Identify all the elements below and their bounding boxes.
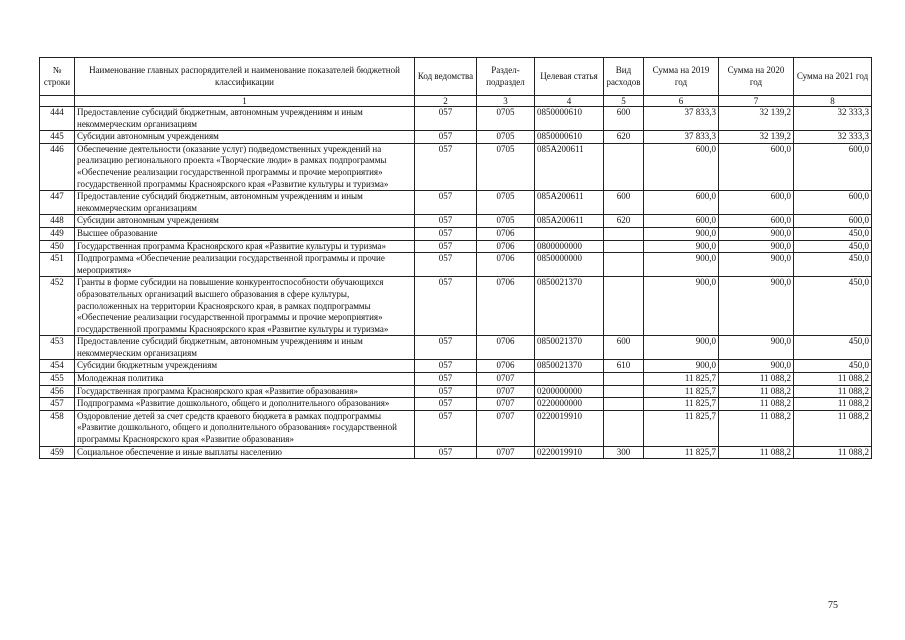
sum-2019-cell: 11 825,7 bbox=[644, 385, 719, 398]
expense-type-cell: 620 bbox=[604, 131, 644, 144]
sum-2019-cell: 11 825,7 bbox=[644, 410, 719, 446]
dept-code-cell: 057 bbox=[415, 385, 477, 398]
sum-2021-cell: 450,0 bbox=[794, 240, 872, 253]
table-row bbox=[40, 373, 872, 386]
table-row bbox=[40, 191, 872, 215]
target-article-cell bbox=[535, 373, 604, 386]
expense-type-cell: 300 bbox=[604, 446, 644, 459]
header-section: Раздел-подраздел bbox=[477, 58, 535, 96]
expense-type-cell: 600 bbox=[604, 107, 644, 131]
sum-2021-cell: 11 088,2 bbox=[794, 398, 872, 411]
page-number: 75 bbox=[828, 600, 838, 611]
row-name-cell: Высшее образование bbox=[75, 227, 415, 240]
column-number-row bbox=[40, 96, 872, 107]
expense-type-cell bbox=[604, 227, 644, 240]
sum-2019-cell: 600,0 bbox=[644, 215, 719, 228]
target-article-cell: 0850000000 bbox=[535, 253, 604, 277]
row-number-cell: 445 bbox=[40, 131, 75, 144]
row-name-cell: Подпрограмма «Развитие дошкольного, общего и дополнительного образования» bbox=[75, 398, 415, 411]
sum-2020-cell: 11 088,2 bbox=[719, 385, 794, 398]
row-number-cell: 452 bbox=[40, 277, 75, 336]
column-number: 7 bbox=[719, 96, 794, 107]
target-article-cell: 0800000000 bbox=[535, 240, 604, 253]
dept-code-cell: 057 bbox=[415, 373, 477, 386]
row-name-cell: Субсидии автономным учреждениям bbox=[75, 131, 415, 144]
sum-2021-cell: 32 333,3 bbox=[794, 131, 872, 144]
row-name-cell: Государственная программа Красноярского края «Развитие образования» bbox=[75, 385, 415, 398]
expense-type-cell bbox=[604, 385, 644, 398]
sum-2019-cell: 900,0 bbox=[644, 277, 719, 336]
expense-type-cell: 600 bbox=[604, 336, 644, 360]
section-cell: 0705 bbox=[477, 107, 535, 131]
table-row bbox=[40, 107, 872, 131]
header-sum-2020: Сумма на 2020 год bbox=[719, 58, 794, 96]
dept-code-cell: 057 bbox=[415, 253, 477, 277]
row-name-cell: Молодежная политика bbox=[75, 373, 415, 386]
sum-2019-cell: 37 833,3 bbox=[644, 107, 719, 131]
sum-2021-cell: 600,0 bbox=[794, 191, 872, 215]
expense-type-cell bbox=[604, 277, 644, 336]
table-row bbox=[40, 336, 872, 360]
sum-2020-cell: 11 088,2 bbox=[719, 373, 794, 386]
dept-code-cell: 057 bbox=[415, 410, 477, 446]
section-cell: 0707 bbox=[477, 385, 535, 398]
expense-type-cell: 620 bbox=[604, 215, 644, 228]
dept-code-cell: 057 bbox=[415, 227, 477, 240]
row-number-cell: 444 bbox=[40, 107, 75, 131]
target-article-cell: 085A200611 bbox=[535, 191, 604, 215]
row-number-cell: 459 bbox=[40, 446, 75, 459]
column-number: 2 bbox=[415, 96, 477, 107]
dept-code-cell: 057 bbox=[415, 336, 477, 360]
table-row bbox=[40, 277, 872, 336]
table-row bbox=[40, 410, 872, 446]
sum-2019-cell: 600,0 bbox=[644, 143, 719, 190]
sum-2021-cell: 11 088,2 bbox=[794, 373, 872, 386]
sum-2019-cell: 900,0 bbox=[644, 253, 719, 277]
sum-2020-cell: 900,0 bbox=[719, 253, 794, 277]
header-sum-2019: Сумма на 2019 год bbox=[644, 58, 719, 96]
row-name-cell: Предоставление субсидий бюджетным, автономным учреждениям и иным некоммерческим организациям bbox=[75, 191, 415, 215]
row-name-cell: Субсидии бюджетным учреждениям bbox=[75, 360, 415, 373]
column-number: 3 bbox=[477, 96, 535, 107]
sum-2020-cell: 600,0 bbox=[719, 215, 794, 228]
section-cell: 0707 bbox=[477, 373, 535, 386]
sum-2020-cell: 900,0 bbox=[719, 336, 794, 360]
sum-2019-cell: 900,0 bbox=[644, 336, 719, 360]
dept-code-cell: 057 bbox=[415, 131, 477, 144]
column-number: 6 bbox=[644, 96, 719, 107]
sum-2021-cell: 32 333,3 bbox=[794, 107, 872, 131]
row-name-cell: Оздоровление детей за счет средств краевого бюджета в рамках подпрограммы «Развитие дошкольного, общего и дополнительного образования» государственной программы Красноярского края «Развитие образования» bbox=[75, 410, 415, 446]
row-name-cell: Предоставление субсидий бюджетным, автономным учреждениям и иным некоммерческим организациям bbox=[75, 336, 415, 360]
sum-2020-cell: 11 088,2 bbox=[719, 398, 794, 411]
sum-2020-cell: 900,0 bbox=[719, 227, 794, 240]
section-cell: 0706 bbox=[477, 240, 535, 253]
target-article-cell: 0850021370 bbox=[535, 277, 604, 336]
row-name-cell: Субсидии автономным учреждениям bbox=[75, 215, 415, 228]
section-cell: 0706 bbox=[477, 253, 535, 277]
expense-type-cell bbox=[604, 240, 644, 253]
section-cell: 0706 bbox=[477, 336, 535, 360]
target-article-cell: 0220019910 bbox=[535, 446, 604, 459]
table-header-row bbox=[40, 58, 872, 96]
sum-2020-cell: 32 139,2 bbox=[719, 107, 794, 131]
sum-2021-cell: 11 088,2 bbox=[794, 446, 872, 459]
row-name-cell: Подпрограмма «Обеспечение реализации государственной программы и прочие мероприятия» bbox=[75, 253, 415, 277]
row-number-cell: 448 bbox=[40, 215, 75, 228]
target-article-cell: 085A200611 bbox=[535, 143, 604, 190]
sum-2020-cell: 900,0 bbox=[719, 277, 794, 336]
sum-2021-cell: 450,0 bbox=[794, 336, 872, 360]
section-cell: 0706 bbox=[477, 277, 535, 336]
table-row bbox=[40, 253, 872, 277]
sum-2021-cell: 11 088,2 bbox=[794, 385, 872, 398]
dept-code-cell: 057 bbox=[415, 398, 477, 411]
dept-code-cell: 057 bbox=[415, 360, 477, 373]
header-expense-type: Вид расходов bbox=[604, 58, 644, 96]
section-cell: 0705 bbox=[477, 131, 535, 144]
sum-2020-cell: 900,0 bbox=[719, 240, 794, 253]
row-number-cell: 454 bbox=[40, 360, 75, 373]
dept-code-cell: 057 bbox=[415, 191, 477, 215]
row-number-cell: 451 bbox=[40, 253, 75, 277]
dept-code-cell: 057 bbox=[415, 215, 477, 228]
sum-2019-cell: 600,0 bbox=[644, 191, 719, 215]
table-row bbox=[40, 143, 872, 190]
table-row bbox=[40, 446, 872, 459]
expense-type-cell: 610 bbox=[604, 360, 644, 373]
dept-code-cell: 057 bbox=[415, 240, 477, 253]
target-article-cell: 0850021370 bbox=[535, 336, 604, 360]
column-number: 1 bbox=[75, 96, 415, 107]
table-row bbox=[40, 240, 872, 253]
sum-2019-cell: 37 833,3 bbox=[644, 131, 719, 144]
budget-table bbox=[39, 57, 872, 459]
row-number-cell: 455 bbox=[40, 373, 75, 386]
sum-2020-cell: 600,0 bbox=[719, 191, 794, 215]
dept-code-cell: 057 bbox=[415, 107, 477, 131]
table-row bbox=[40, 131, 872, 144]
row-number-cell: 447 bbox=[40, 191, 75, 215]
table-row bbox=[40, 227, 872, 240]
target-article-cell: 0850000610 bbox=[535, 131, 604, 144]
row-number-cell: 449 bbox=[40, 227, 75, 240]
sum-2019-cell: 900,0 bbox=[644, 240, 719, 253]
row-number-cell: 453 bbox=[40, 336, 75, 360]
expense-type-cell bbox=[604, 398, 644, 411]
sum-2019-cell: 11 825,7 bbox=[644, 446, 719, 459]
header-row-no: № строки bbox=[40, 58, 75, 96]
sum-2020-cell: 11 088,2 bbox=[719, 446, 794, 459]
target-article-cell bbox=[535, 227, 604, 240]
dept-code-cell: 057 bbox=[415, 277, 477, 336]
header-target-article: Целевая статья bbox=[535, 58, 604, 96]
sum-2020-cell: 900,0 bbox=[719, 360, 794, 373]
target-article-cell: 0200000000 bbox=[535, 385, 604, 398]
sum-2021-cell: 450,0 bbox=[794, 253, 872, 277]
row-number-cell: 446 bbox=[40, 143, 75, 190]
row-name-cell: Социальное обеспечение и иные выплаты населению bbox=[75, 446, 415, 459]
target-article-cell: 0220000000 bbox=[535, 398, 604, 411]
table-body bbox=[40, 107, 872, 459]
sum-2020-cell: 11 088,2 bbox=[719, 410, 794, 446]
expense-type-cell bbox=[604, 373, 644, 386]
sum-2020-cell: 32 139,2 bbox=[719, 131, 794, 144]
sum-2021-cell: 450,0 bbox=[794, 277, 872, 336]
row-name-cell: Предоставление субсидий бюджетным, автономным учреждениям и иным некоммерческим организациям bbox=[75, 107, 415, 131]
table-row bbox=[40, 398, 872, 411]
dept-code-cell: 057 bbox=[415, 446, 477, 459]
header-sum-2021: Сумма на 2021 год bbox=[794, 58, 872, 96]
header-name: Наименование главных распорядителей и наименование показателей бюджетной классификации bbox=[75, 58, 415, 96]
column-number: 4 bbox=[535, 96, 604, 107]
row-name-cell: Государственная программа Красноярского края «Развитие культуры и туризма» bbox=[75, 240, 415, 253]
sum-2020-cell: 600,0 bbox=[719, 143, 794, 190]
row-number-cell: 456 bbox=[40, 385, 75, 398]
row-name-cell: Обеспечение деятельности (оказание услуг) подведомственных учреждений на реализацию регионального проекта «Творческие люди» в рамках подпрограммы «Обеспечение реализации государственной программы и прочие мероприятия» государственной программы Красноярского края «Развитие культуры и туризма» bbox=[75, 143, 415, 190]
expense-type-cell bbox=[604, 253, 644, 277]
sum-2019-cell: 11 825,7 bbox=[644, 398, 719, 411]
section-cell: 0707 bbox=[477, 446, 535, 459]
expense-type-cell bbox=[604, 410, 644, 446]
row-name-cell: Гранты в форме субсидии на повышение конкурентоспособности обучающихся образовательных организаций высшего образования в сфере культуры, расположенных на территории Красноярского края, в рамках подпрограммы «Обеспечение реализации государственной программы и прочие мероприятия» государственной программы Красноярского края «Развитие культуры и туризма» bbox=[75, 277, 415, 336]
sum-2019-cell: 900,0 bbox=[644, 227, 719, 240]
section-cell: 0706 bbox=[477, 360, 535, 373]
section-cell: 0707 bbox=[477, 398, 535, 411]
target-article-cell: 0220019910 bbox=[535, 410, 604, 446]
row-number-cell: 458 bbox=[40, 410, 75, 446]
row-number-cell: 450 bbox=[40, 240, 75, 253]
section-cell: 0707 bbox=[477, 410, 535, 446]
table-row bbox=[40, 215, 872, 228]
row-number-cell: 457 bbox=[40, 398, 75, 411]
target-article-cell: 0850021370 bbox=[535, 360, 604, 373]
dept-code-cell: 057 bbox=[415, 143, 477, 190]
table-row bbox=[40, 360, 872, 373]
target-article-cell: 0850000610 bbox=[535, 107, 604, 131]
header-dept-code: Код ведомства bbox=[415, 58, 477, 96]
sum-2019-cell: 900,0 bbox=[644, 360, 719, 373]
section-cell: 0705 bbox=[477, 143, 535, 190]
column-number bbox=[40, 96, 75, 107]
sum-2019-cell: 11 825,7 bbox=[644, 373, 719, 386]
sum-2021-cell: 450,0 bbox=[794, 360, 872, 373]
section-cell: 0706 bbox=[477, 227, 535, 240]
column-number: 5 bbox=[604, 96, 644, 107]
expense-type-cell bbox=[604, 143, 644, 190]
sum-2021-cell: 11 088,2 bbox=[794, 410, 872, 446]
section-cell: 0705 bbox=[477, 191, 535, 215]
section-cell: 0705 bbox=[477, 215, 535, 228]
sum-2021-cell: 600,0 bbox=[794, 215, 872, 228]
target-article-cell: 085A200611 bbox=[535, 215, 604, 228]
column-number: 8 bbox=[794, 96, 872, 107]
table-row bbox=[40, 385, 872, 398]
expense-type-cell: 600 bbox=[604, 191, 644, 215]
sum-2021-cell: 600,0 bbox=[794, 143, 872, 190]
sum-2021-cell: 450,0 bbox=[794, 227, 872, 240]
